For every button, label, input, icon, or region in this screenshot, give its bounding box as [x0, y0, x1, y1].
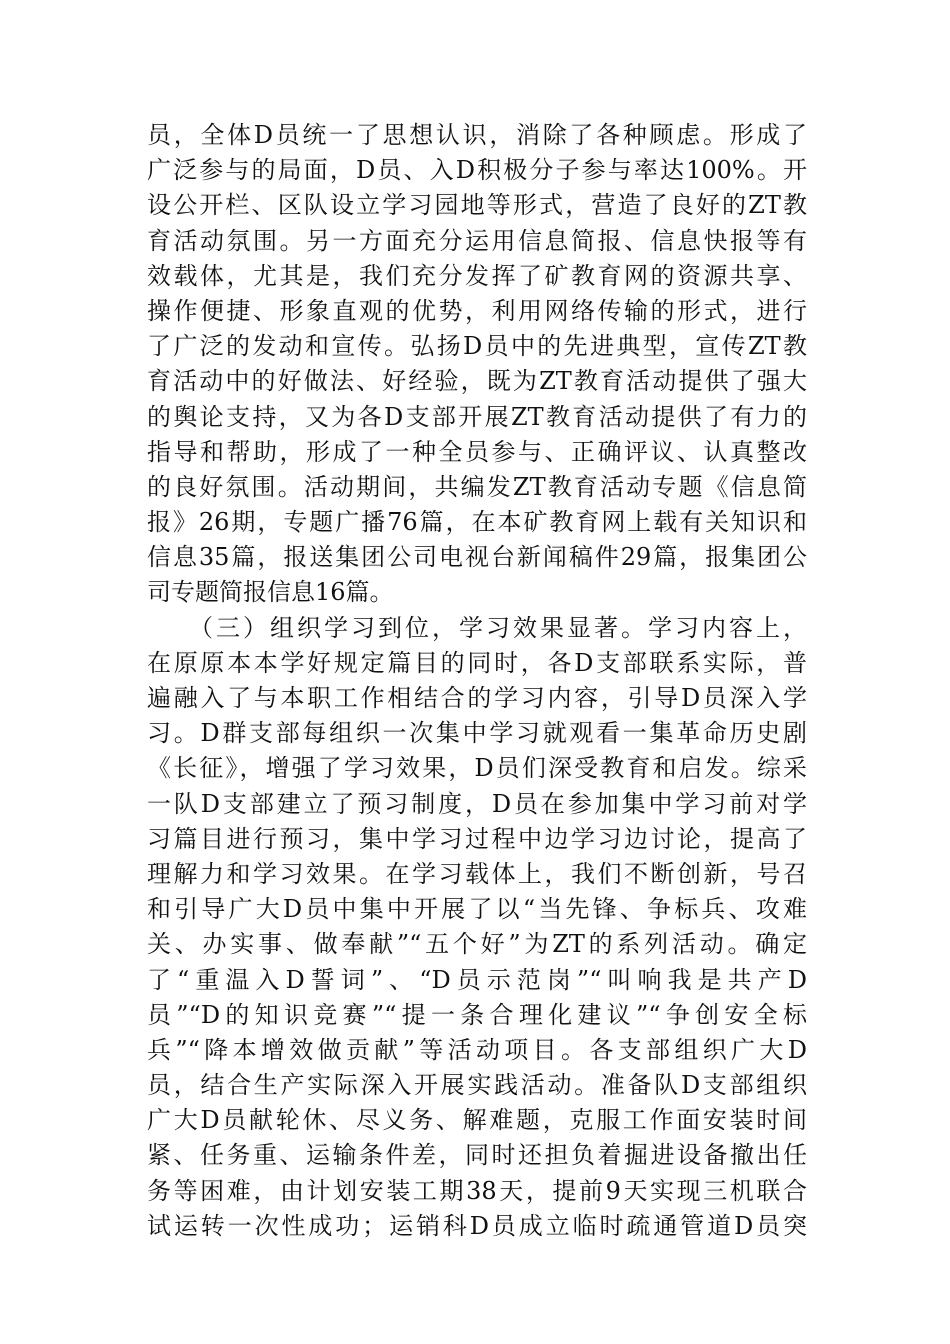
text-line: 广大D员献轮休、尽义务、解难题，克服工作面安装时间 [147, 1106, 807, 1135]
text-line: 司专题简报信息16篇。 [147, 578, 394, 607]
text-line: 了广泛的发动和宣传。弘扬D员中的先进典型，宣传ZT教 [147, 332, 807, 361]
text-line: 一队D支部建立了预习制度，D员在参加集中学习前对学 [147, 789, 807, 818]
text-line: 员，结合生产实际深入开展实践活动。准备队D支部组织 [147, 1071, 807, 1100]
text-line: 习。D群支部每组织一次集中学习就观看一集革命历史剧 [147, 719, 807, 748]
text-line: 《长征》，增强了学习效果，D员们深受教育和启发。综采 [147, 754, 807, 783]
text-line: 育活动氛围。另一方面充分运用信息简报、信息快报等有 [147, 226, 807, 255]
text-line: 育活动中的好做法、好经验，既为ZT教育活动提供了强大 [147, 367, 807, 396]
text-line: 指导和帮助，形成了一种全员参与、正确评议、认真整改 [147, 437, 807, 466]
text-line: 的良好氛围。活动期间，共编发ZT教育活动专题《信息简 [147, 472, 807, 501]
text-line: 紧、任务重、运输条件差，同时还担负着掘进设备撤出任 [147, 1141, 807, 1170]
text-line: 理解力和学习效果。在学习载体上，我们不断创新，号召 [147, 859, 807, 888]
text-line: 了“重温入D誓词”、“D员示范岗”“叫响我是共产D [147, 965, 807, 994]
text-line: 广泛参与的局面，D员、入D积极分子参与率达100%。开 [147, 156, 807, 185]
text-line: 兵”“降本增效做贡献”等活动项目。各支部组织广大D [147, 1035, 807, 1064]
text-line: 报》26期，专题广播76篇，在本矿教育网上载有关知识和 [147, 508, 807, 537]
text-line: 员，全体D员统一了思想认识，消除了各种顾虑。形成了 [147, 121, 807, 149]
text-line: 务等困难，由计划安装工期38天，提前9天实现三机联合 [147, 1176, 807, 1205]
text-line: 信息35篇，报送集团公司电视台新闻稿件29篇，报集团公 [147, 543, 807, 572]
text-line: 员”“D的知识竞赛”“提一条合理化建议”“争创安全标 [147, 1000, 807, 1029]
text-line: （三）组织学习到位，学习效果显著。学习内容上， [147, 613, 807, 642]
text-line: 和引导广大D员中集中开展了以“当先锋、争标兵、攻难 [147, 895, 807, 924]
text-line: 的舆论支持，又为各D支部开展ZT教育活动提供了有力的 [147, 402, 807, 431]
text-line: 试运转一次性成功；运销科D员成立临时疏通管道D员突 [147, 1211, 807, 1240]
text-line: 习篇目进行预习，集中学习过程中边学习边讨论，提高了 [147, 824, 807, 853]
body-text [147, 118, 807, 1244]
text-line: 遍融入了与本职工作相结合的学习内容，引导D员深入学 [147, 684, 807, 712]
text-line: 关、办实事、做奉献”“五个好”为ZT的系列活动。确定 [147, 930, 807, 959]
text-line: 效载体，尤其是，我们充分发挥了矿教育网的资源共享、 [147, 261, 807, 290]
text-line: 在原原本本学好规定篇目的同时，各D支部联系实际，普 [147, 648, 807, 677]
text-line: 设公开栏、区队设立学习园地等形式，营造了良好的ZT教 [147, 191, 807, 220]
text-line: 操作便捷、形象直观的优势，利用网络传输的形式，进行 [147, 296, 807, 325]
